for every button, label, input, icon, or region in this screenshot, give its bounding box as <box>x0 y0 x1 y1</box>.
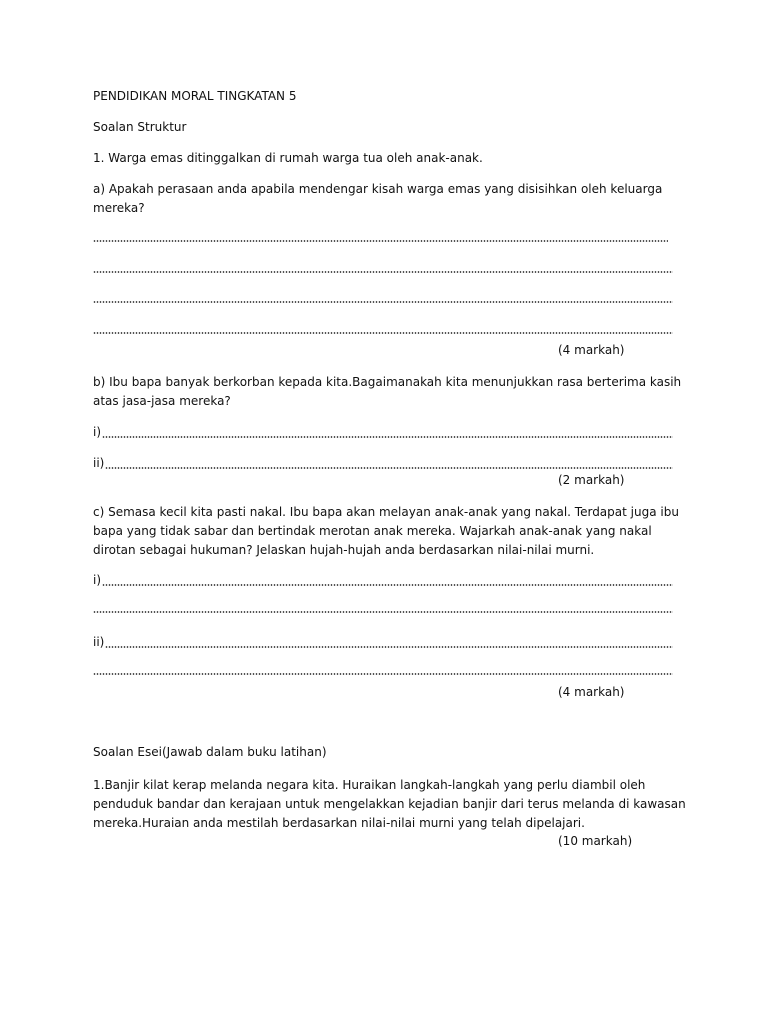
answer-line-a-2 <box>93 270 673 274</box>
answer-dots <box>105 645 673 649</box>
answer-line-c-i <box>93 571 673 590</box>
answer-label-i: i) <box>93 573 102 587</box>
part-c-question: c) Semasa kecil kita pasti nakal. Ibu bapa akan melayan anak-anak yang nakal. Terdapat juga ibu bapa yang tidak sabar dan bertindak merotan anak mereka. Wajarkah anak-anak yang nakal dirotan sebagai hukuman? Jelaskan hujah-hujah anda berdasarkan nilai-nilai murni. <box>93 505 679 557</box>
question-1-prompt: 1. Warga emas ditinggalkan di rumah warga tua oleh anak-anak. <box>93 151 483 165</box>
part-c-marks: (4 markah) <box>558 685 625 699</box>
part-a-marks: (4 markah) <box>558 343 625 357</box>
answer-label-ii: ii) <box>93 635 105 649</box>
answer-line-c-2 <box>93 610 673 614</box>
part-b-question: b) Ibu bapa banyak berkorban kepada kita.Bagaimanakah kita menunjukkan rasa berterima kasih atas jasa-jasa mereka? <box>93 375 682 408</box>
answer-line-c-ii <box>93 633 673 652</box>
document-title: PENDIDIKAN MORAL TINGKATAN 5 <box>93 89 297 103</box>
answer-dots <box>105 466 673 470</box>
answer-line-a-3 <box>93 300 673 304</box>
answer-label-ii: ii) <box>93 456 105 470</box>
answer-dots <box>102 435 673 439</box>
answer-line-a-1 <box>93 239 668 243</box>
section-heading-structure: Soalan Struktur <box>93 120 187 134</box>
answer-line-c-4 <box>93 672 673 676</box>
essay-marks: (10 markah) <box>558 834 633 848</box>
answer-dots <box>102 583 673 587</box>
answer-line-b-i <box>93 423 673 442</box>
answer-label-i: i) <box>93 425 102 439</box>
answer-line-a-4 <box>93 331 673 335</box>
section-heading-essay: Soalan Esei(Jawab dalam buku latihan) <box>93 745 327 759</box>
part-a-question: a) Apakah perasaan anda apabila mendengar kisah warga emas yang disisihkan oleh keluarga mereka? <box>93 182 663 215</box>
essay-question-1: 1.Banjir kilat kerap melanda negara kita. Huraikan langkah-langkah yang perlu diambil oleh penduduk bandar dan kerajaan untuk mengelakkan kejadian banjir dari terus melanda di kawasan mereka.Huraian anda mestilah berdasarkan nilai-nilai murni yang telah dipelajari. <box>93 778 686 830</box>
part-b-marks: (2 markah) <box>558 473 625 487</box>
